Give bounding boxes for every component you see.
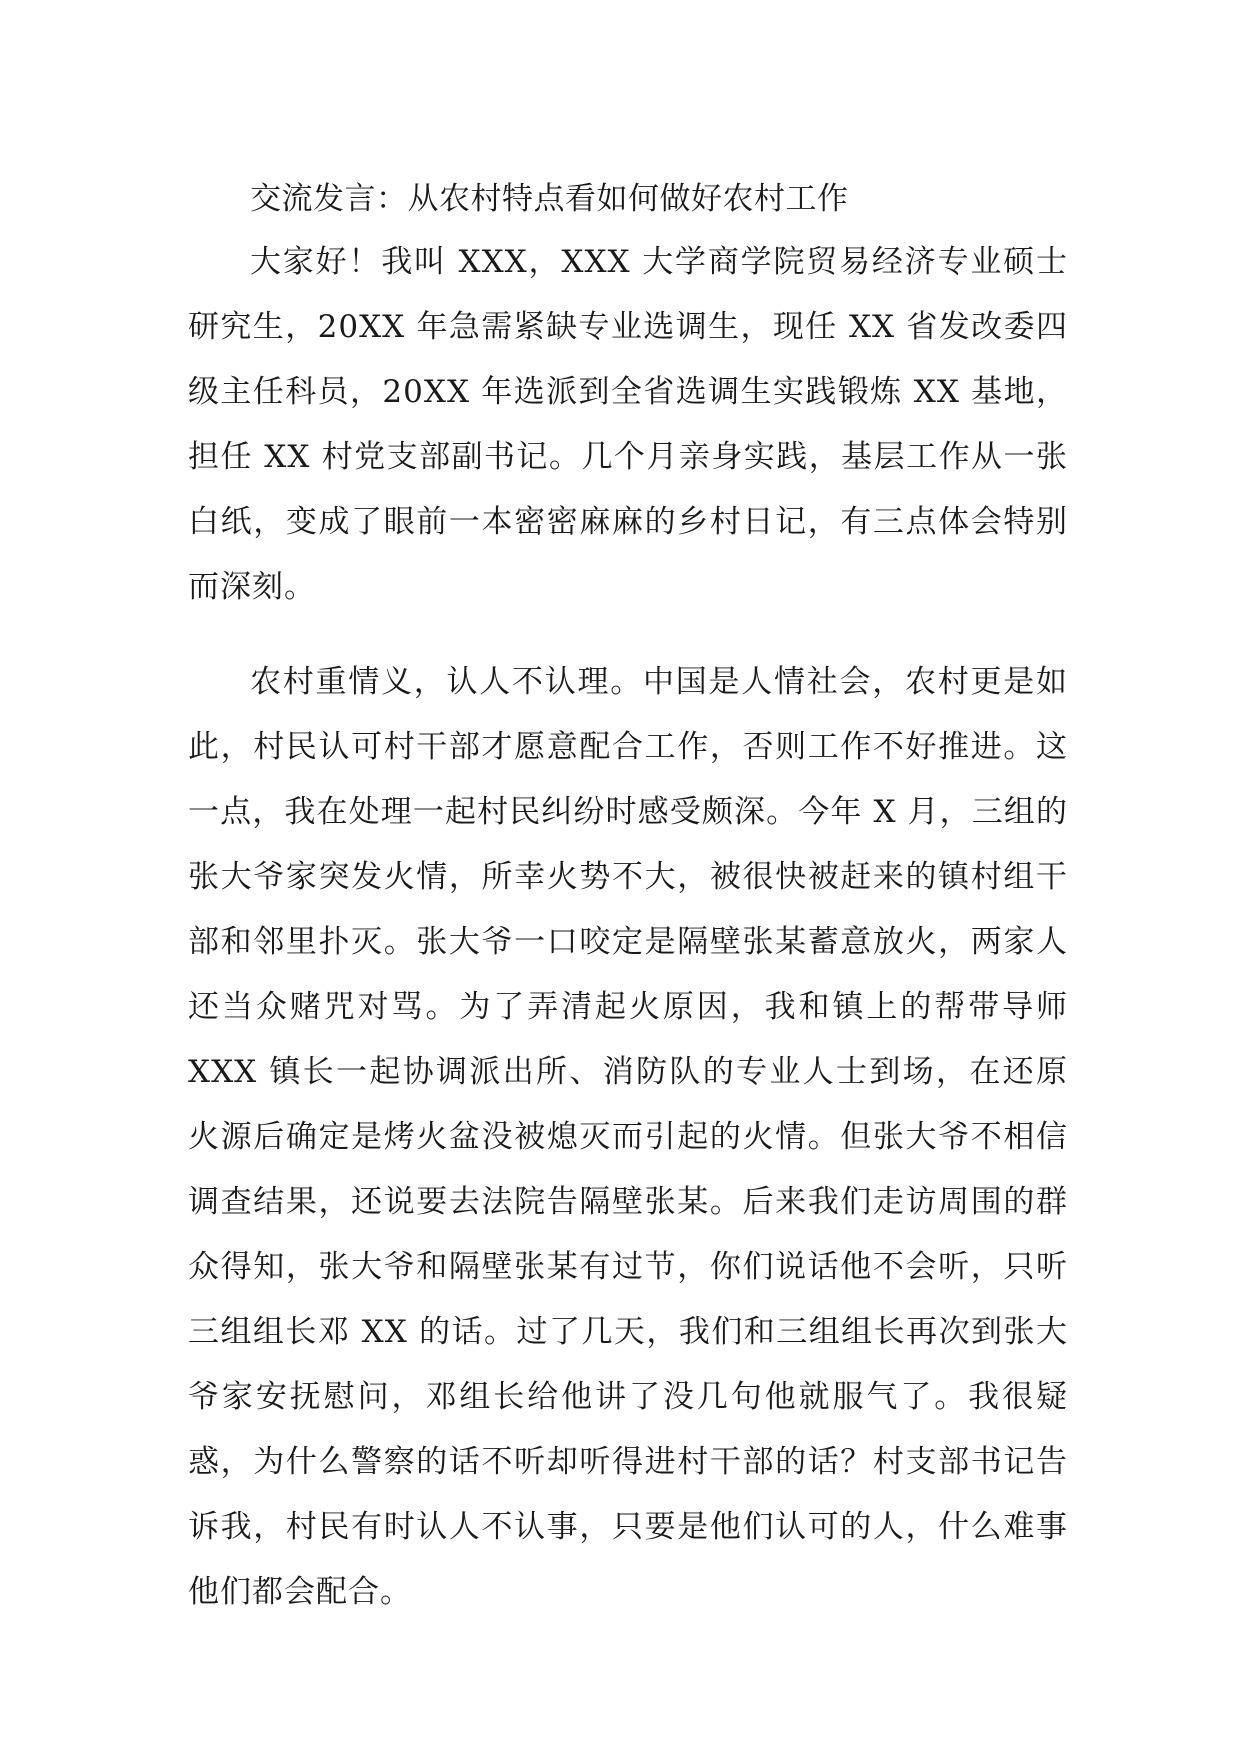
document-body xyxy=(188,168,1068,1625)
paragraph-introduction: 大家好！我叫 XXX，XXX 大学商学院贸易经济专业硕士研究生，20XX 年急需紧缺专业选调生，现任 XX 省发改委四级主任科员，20XX 年选派到全省选调生实践锻炼 XX 基地，担任 XX 村党支部副书记。几个月亲身实践，基层工作从一张白纸，变成了眼前一本密密麻麻的乡村日记，有三点体会特别而深刻。 xyxy=(188,244,1068,605)
paragraph-rural-sentiment: 农村重情义，认人不认理。中国是人情社会，农村更是如此，村民认可村干部才愿意配合工作，否则工作不好推进。这一点，我在处理一起村民纠纷时感受颇深。今年 X 月，三组的张大爷家突发火情，所幸火势不大，被很快被赶来的镇村组干部和邻里扑灭。张大爷一口咬定是隔壁张某蓄意放火，两家人还当众赌咒对骂。为了弄清起火原因，我和镇上的帮带导师 XXX 镇长一起协调派出所、消防队的专业人士到场，在还原火源后确定是烤火盆没被熄灭而引起的火情。但张大爷不相信调查结果，还说要去法院告隔壁张某。后来我们走访周围的群众得知，张大爷和隔壁张某有过节，你们说话他不会听，只听三组组长邓 XX 的话。过了几天，我们和三组组长再次到张大爷家安抚慰问，邓组长给他讲了没几句他就服气了。我很疑惑，为什么警察的话不听却听得进村干部的话？村支部书记告诉我，村民有时认人不认事，只要是他们认可的人，什么难事他们都会配合。 xyxy=(188,664,1068,1610)
document-title: 交流发言：从农村特点看如何做好农村工作 xyxy=(250,181,849,217)
